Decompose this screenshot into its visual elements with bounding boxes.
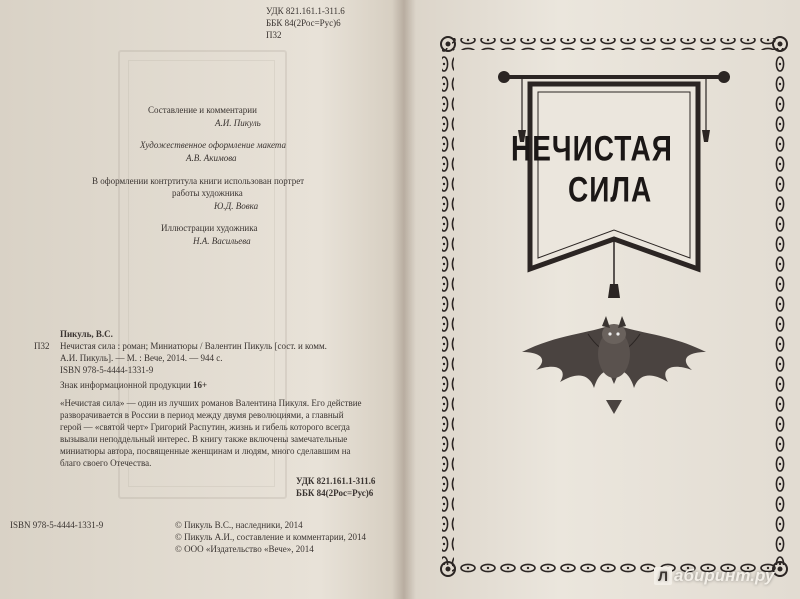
biblio-line-1: Нечистая сила : роман; Миниатюры / Валентин Пикуль [сост. и комм. bbox=[60, 341, 327, 351]
isbn-bottom: ISBN 978-5-4444-1331-9 bbox=[10, 520, 104, 530]
udk-top: УДК 821.161.1-311.6 bbox=[266, 6, 345, 16]
udk-bottom: УДК 821.161.1-311.6 bbox=[296, 476, 376, 486]
isbn-line: ISBN 978-5-4444-1331-9 bbox=[60, 365, 154, 375]
credit-name-illustrations: Н.А. Васильева bbox=[193, 236, 251, 246]
annotation-line-3: герой — «святой черт» Григорий Распутин, жизнь и гибель которого всегда bbox=[60, 422, 350, 432]
classification-code: П32 bbox=[34, 341, 50, 351]
credit-name-portrait: Ю.Д. Вовка bbox=[214, 201, 259, 211]
bbk-top: ББК 84(2Рос=Рус)6 bbox=[266, 18, 341, 28]
annotation-line-2: разворачивается в России в период между двумя революциями, а главный bbox=[60, 410, 344, 420]
labirint-watermark-text: абиринт.ру bbox=[674, 566, 775, 585]
right-page-title bbox=[406, 0, 800, 599]
credit-role-illustrations: Иллюстрации художника bbox=[161, 223, 258, 233]
credit-name-design: А.В. Акимова bbox=[186, 153, 237, 163]
credit-role-portrait-1: В оформлении контртитула книги использован портрет bbox=[92, 176, 305, 186]
annotation-line-5: миниатюры автора, посвященные женщинам и людям, много сделавшим на bbox=[60, 446, 351, 456]
credit-name-compilation: А.И. Пикуль bbox=[215, 118, 261, 128]
bbk-bottom: ББК 84(2Рос=Рус)6 bbox=[296, 488, 374, 498]
credit-role-portrait-2: работы художника bbox=[172, 188, 243, 198]
labirint-watermark bbox=[654, 566, 774, 586]
code-top: П32 bbox=[266, 30, 282, 40]
credit-role-design: Художественное оформление макета bbox=[140, 140, 286, 150]
bat-illustration bbox=[522, 316, 706, 414]
ornamental-frame bbox=[438, 34, 790, 579]
banner-tassel bbox=[608, 239, 620, 298]
copyright-1: © Пикуль В.С., наследники, 2014 bbox=[175, 520, 303, 530]
annotation-line-1: «Нечистая сила» — один из лучших романов Валентина Пикуля. Его действие bbox=[60, 398, 362, 408]
book-title-line-1: НЕЧИСТАЯ bbox=[511, 129, 673, 168]
age-rating-label bbox=[60, 380, 207, 391]
age-rating-value: 16+ bbox=[192, 380, 208, 390]
annotation-line-4: вызывали неподдельный интерес. В книгу также включены замечательные bbox=[60, 434, 348, 444]
labirint-logo-icon: Л bbox=[654, 567, 672, 585]
book-title-line-2: СИЛА bbox=[568, 170, 653, 209]
copyright-3: © ООО «Издательство «Вече», 2014 bbox=[175, 544, 314, 554]
annotation-line-6: благо своего Отечества. bbox=[60, 458, 152, 468]
biblio-line-2: А.И. Пикуль]. — М. : Вече, 2014. — 944 с. bbox=[60, 353, 223, 363]
author-heading: Пикуль, В.С. bbox=[60, 329, 113, 339]
age-rating-text: Знак информационной продукции bbox=[60, 380, 191, 390]
credit-role-compilation: Составление и комментарии bbox=[148, 105, 257, 115]
copyright-2: © Пикуль А.И., составление и комментарии, 2014 bbox=[175, 532, 367, 542]
